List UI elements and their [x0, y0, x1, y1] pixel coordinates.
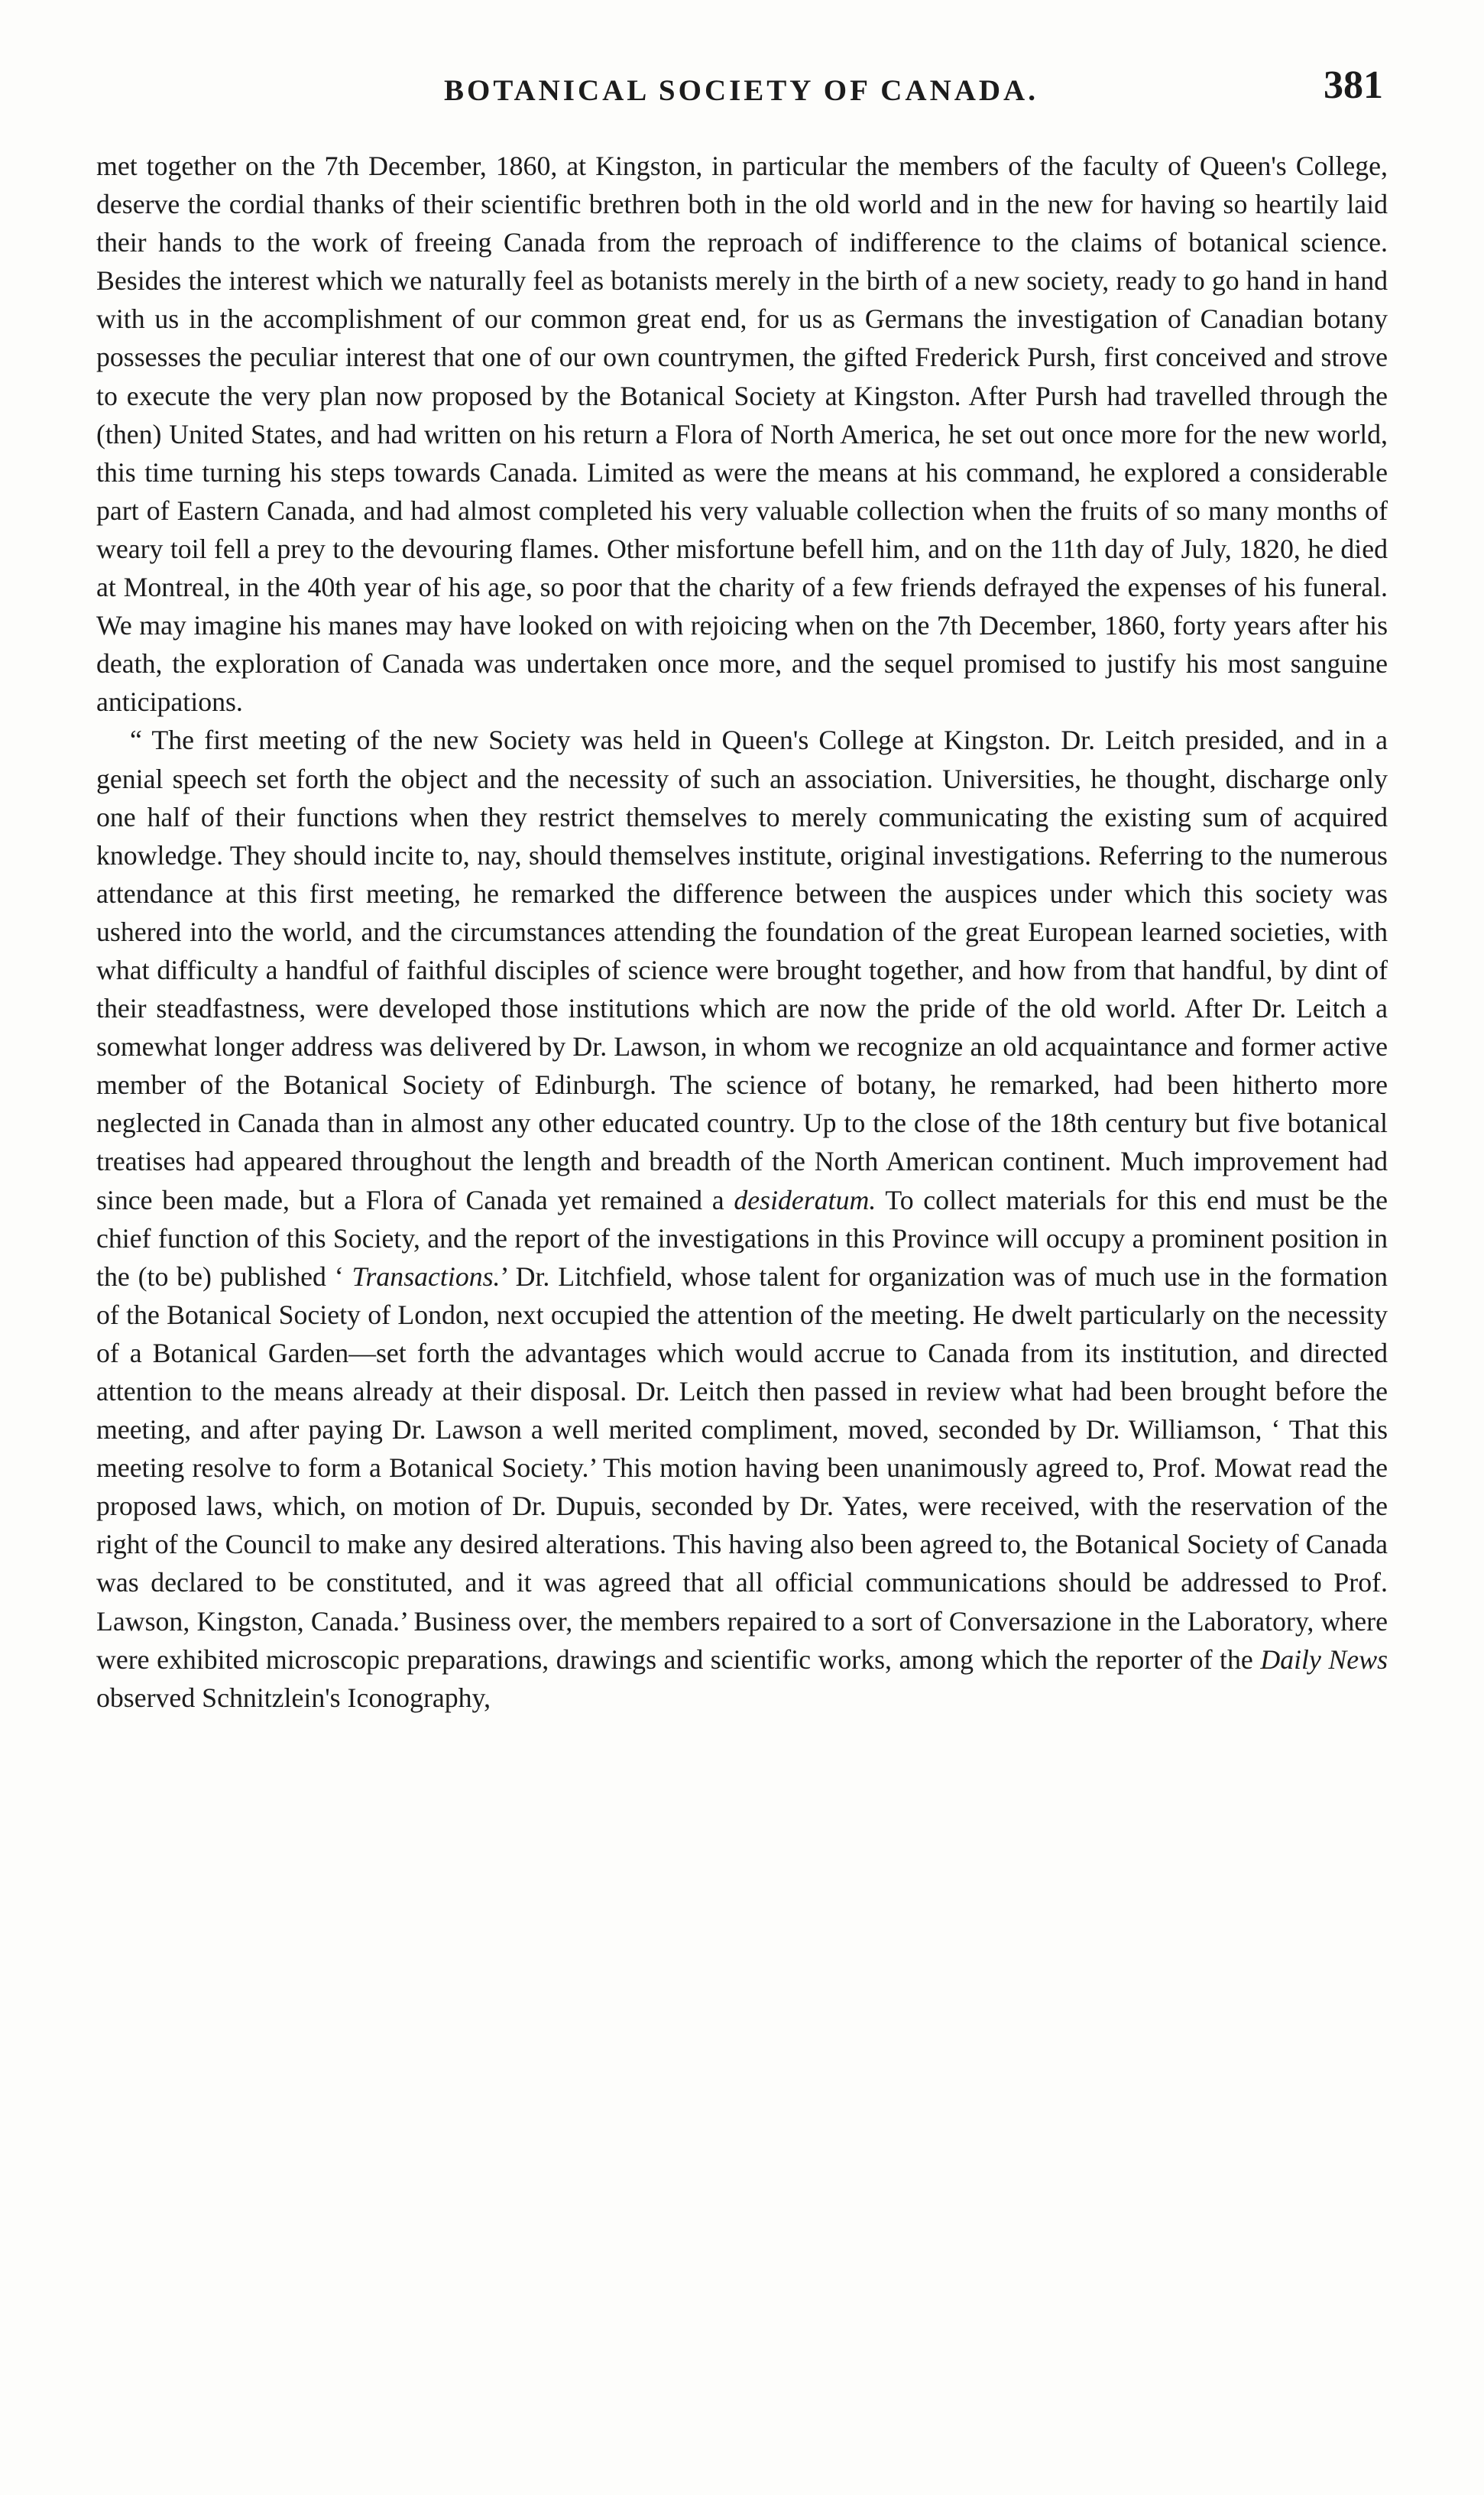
body-text: [96, 147, 1388, 1717]
paragraph-2: [96, 721, 1388, 1716]
paragraph-1: met together on the 7th December, 1860, at Kingston, in particular the members of the faculty of Queen's College, deserve the cordial thanks of their scientific brethren both in the old world and in the new for having so heartily laid their hands to the work of freeing Canada from the reproach of indifference to the claims of botanical science. Besides the interest which we naturally feel as botanists merely in the birth of a new society, ready to go hand in hand with us in the accomplishment of our common great end, for us as Germans the investigation of Canadian botany possesses the peculiar interest that one of our own countrymen, the gifted Frederick Pursh, first conceived and strove to execute the very plan now proposed by the Botanical Society at Kingston. After Pursh had travelled through the (then) United States, and had written on his return a Flora of North America, he set out once more for the new world, this time turning his steps towards Canada. Limited as were the means at his command, he explored a considerable part of Eastern Canada, and had almost completed his very valuable collection when the fruits of so many months of weary toil fell a prey to the devouring flames. Other misfortune befell him, and on the 11th day of July, 1820, he died at Montreal, in the 40th year of his age, so poor that the charity of a few friends defrayed the expenses of his funeral. We may imagine his manes may have looked on with rejoicing when on the 7th December, 1860, forty years after his death, the exploration of Canada was undertaken once more, and the sequel promised to justify his most sanguine anticipations.: [96, 151, 1388, 718]
page-number: 381: [1324, 63, 1383, 107]
italic-daily-news: Daily News: [1260, 1643, 1388, 1675]
paragraph-2-part-3: ’ Dr. Litchfield, whose talent for organization was of much use in the formation of the Botanical Society of London, next occupied the attention of the meeting. He dwelt particularly on the necessity of a Botanical Garden—set forth the advantages which would accrue to Canada from its institution, and directed attention to the means already at their disposal. Dr. Leitch then passed in review what had been brought before the meeting, and after paying Dr. Lawson a well merited compliment, moved, seconded by Dr. Williamson, ‘ That this meeting resolve to form a Botanical Society.’ This motion having been unanimously agreed to, Prof. Mowat read the proposed laws, which, on motion of Dr. Dupuis, seconded by Dr. Yates, were received, with the reservation of the right of the Council to make any desired alterations. This having also been agreed to, the Botanical Society of Canada was declared to be constituted, and it was agreed that all official communications should be addressed to Prof. Lawson, Kingston, Canada.’ Business over, the members repaired to a sort of Conversazione in the Laboratory, where were exhibited microscopic preparations, drawings and scientific works, among which the reporter of the: [96, 1260, 1388, 1675]
paragraph-2-part-4: observed Schnitzlein's Iconography,: [96, 1682, 491, 1713]
paragraph-2-part-1: “ The first meeting of the new Society was held in Queen's College at Kingston. Dr. Leitch presided, and in a genial speech set forth the object and the necessity of such an association. Universities, he thought, discharge only one half of their functions when they restrict themselves to merely communicating the existing sum of acquired knowledge. They should incite to, nay, should themselves institute, original investigations. Referring to the numerous attendance at this first meeting, he remarked the difference between the auspices under which this society was ushered into the world, and the circumstances attending the foundation of the great European learned societies, with what difficulty a handful of faithful disciples of science were brought together, and how from that handful, by dint of their steadfastness, were developed those institutions which are now the pride of the old world. After Dr. Leitch a somewhat longer address was delivered by Dr. Lawson, in whom we recognize an old acquaintance and former active member of the Botanical Society of Edinburgh. The science of botany, he remarked, had been hitherto more neglected in Canada than in almost any other educated country. Up to the close of the 18th century but five botanical treatises had appeared throughout the length and breadth of the North American continent. Much improvement had since been made, but a Flora of Canada yet remained a: [96, 725, 1388, 1215]
page-header: [99, 60, 1383, 128]
italic-transactions: Transactions.: [352, 1260, 501, 1292]
running-head: BOTANICAL SOCIETY OF CANADA.: [444, 74, 1038, 107]
paragraph-2-part-2: To collect materials for this end must be the chief function of this Society, and the report of the investigations in this Province will occupy a prominent position in the (to be) published ‘: [96, 1184, 1388, 1292]
italic-desideratum: desideratum.: [734, 1184, 876, 1215]
